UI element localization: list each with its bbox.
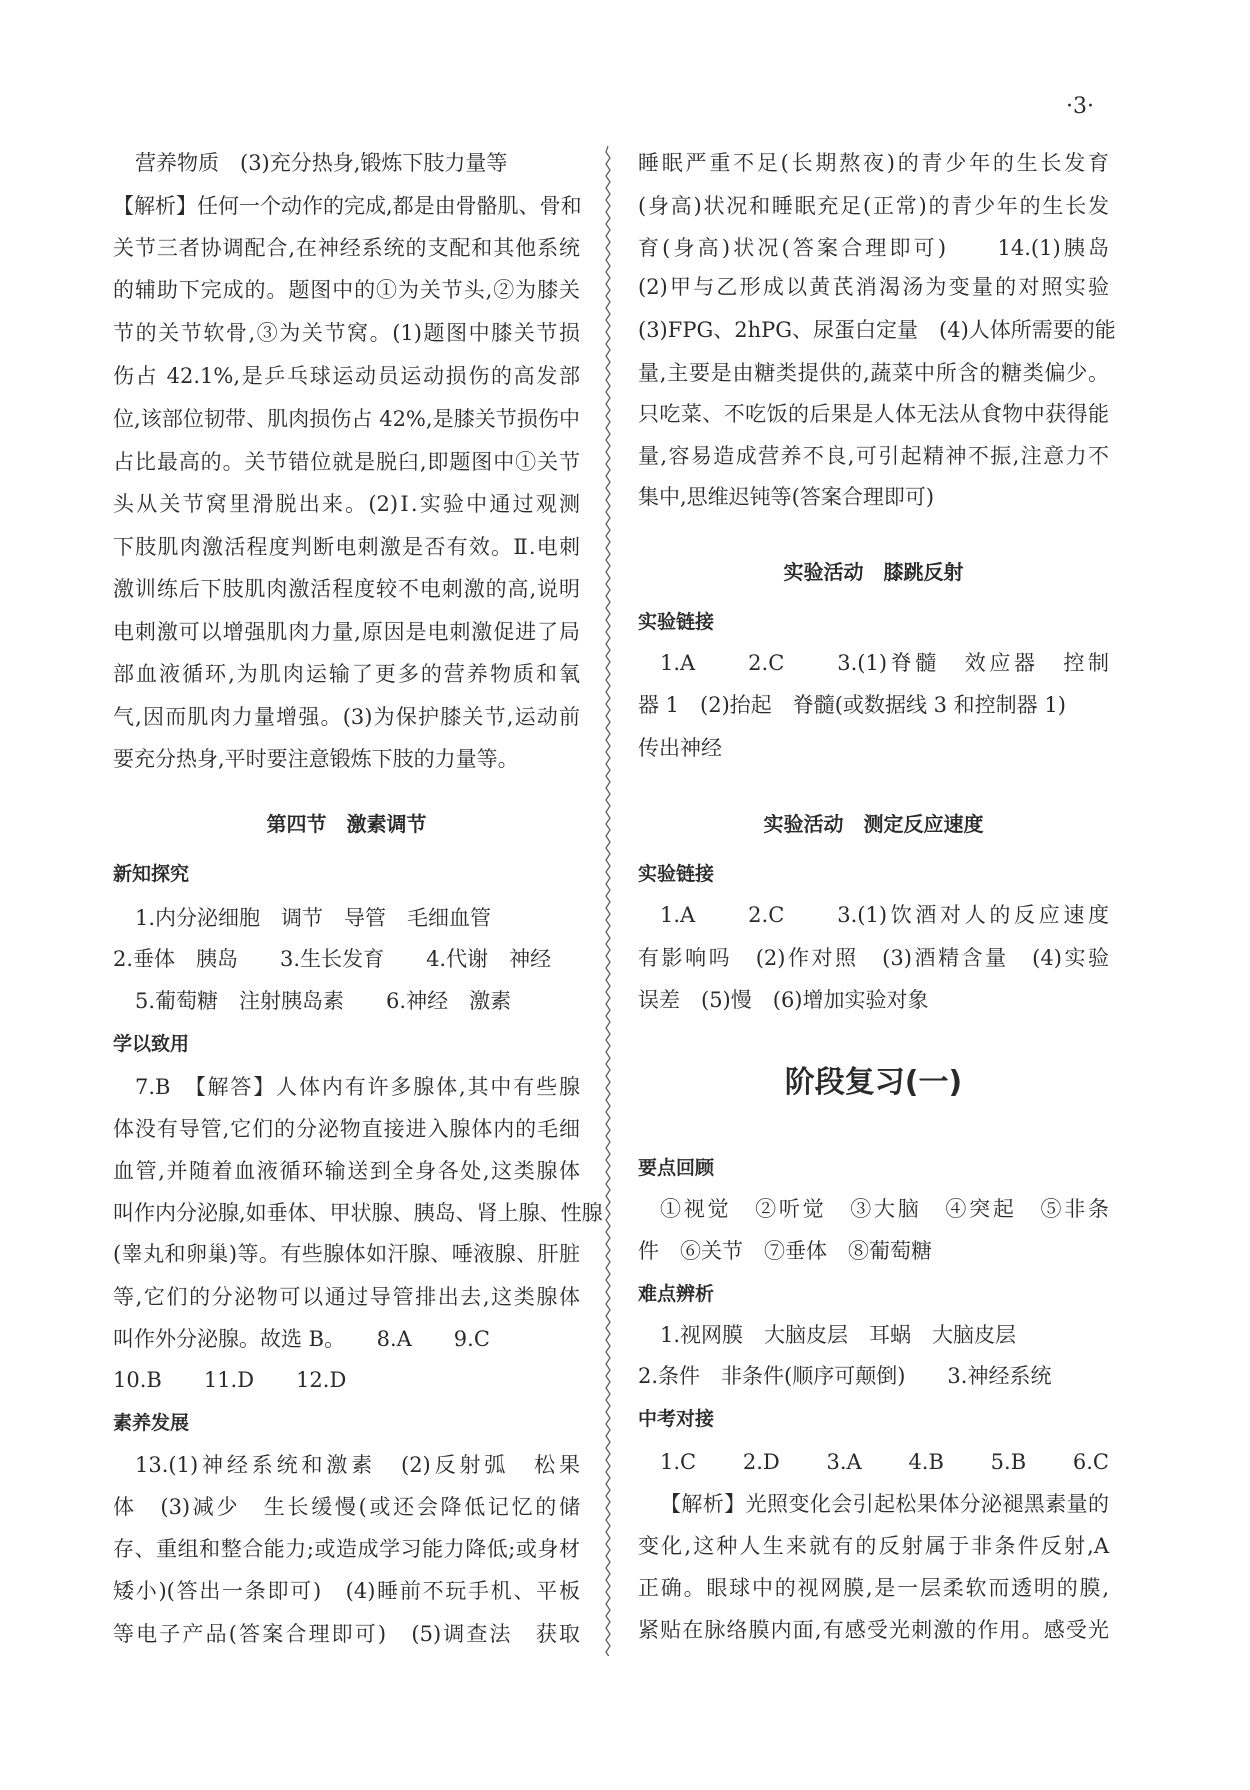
text-line: 等,它们的分泌物可以通过导管排出去,这类腺体 [113,1285,580,1309]
text-line: (2)甲与乙形成以黄芪消渴汤为变量的对照实验 [638,275,1109,299]
text-line: 叫作外分泌腺。故选 B。 8.A 9.C [113,1327,490,1351]
text-line: 7.B 【解答】人体内有许多腺体,其中有些腺 [135,1075,580,1099]
text-line: 位,该部位韧带、肌肉损伤占 42%,是膝关节损伤中 [113,407,580,431]
text-line: 营养物质 (3)充分热身,锻炼下肢力量等 [135,151,508,175]
section-heading: 实验活动 测定反应速度 [763,812,984,836]
text-line: (身高)状况和睡眠充足(正常)的青少年的生长发 [638,194,1109,218]
text-line: 1.内分泌细胞 调节 导管 毛细血管 [135,906,492,930]
chapter-heading: 阶段复习(一) [784,1065,963,1100]
subsection-heading: 实验链接 [638,611,715,633]
text-line: (睾丸和卵巢)等。有些腺体如汗腺、唾液腺、肝脏 [113,1242,580,1266]
text-line: 叫作内分泌腺,如垂体、甲状腺、胰岛、肾上腺、性腺 [113,1201,603,1225]
text-line: 量,容易造成营养不良,可引起精神不振,注意力不 [638,444,1109,468]
text-line: 激训练后下肢肌肉激活程度较不电刺激的高,说明 [113,577,580,601]
subsection-heading: 要点回顾 [638,1157,715,1179]
text-line: 变化,这种人生来就有的反射属于非条件反射,A [638,1534,1109,1558]
page-number: ·3· [1066,94,1094,119]
column-divider [600,146,616,1656]
text-line: 13.(1)神经系统和激素 (2)反射弧 松果 [135,1453,580,1477]
subsection-heading: 素养发展 [113,1412,190,1434]
text-line: 紧贴在脉络膜内面,有感受光刺激的作用。感受光 [638,1618,1109,1642]
text-line: 2.垂体 胰岛 3.生长发育 4.代谢 神经 [113,947,552,971]
text-line: 【解析】光照变化会引起松果体分泌褪黑素量的 [660,1492,1109,1516]
text-line: 部血液循环,为肌肉运输了更多的营养物质和氧 [113,662,580,686]
text-line: 存、重组和整合能力;或造成学习能力降低;或身材 [113,1537,580,1561]
text-line: 1.A 2.C 3.(1)饮酒对人的反应速度 [660,903,1109,927]
text-line: 要充分热身,平时要注意锻炼下肢的力量等。 [113,747,519,771]
subsection-heading: 实验链接 [638,863,715,885]
text-line: 1.A 2.C 3.(1)脊髓 效应器 控制 [660,651,1109,675]
text-line: 误差 (5)慢 (6)增加实验对象 [638,988,929,1012]
subsection-heading: 新知探究 [113,863,190,885]
section-heading: 实验活动 膝跳反射 [783,560,964,584]
text-line: 睡眠严重不足(长期熬夜)的青少年的生长发育 [638,151,1109,175]
text-line: 器 1 (2)抬起 脊髓(或数据线 3 和控制器 1) [638,693,1066,717]
text-line: 只吃菜、不吃饭的后果是人体无法从食物中获得能 [638,402,1109,426]
text-line: 2.条件 非条件(顺序可颠倒) 3.神经系统 [638,1364,1052,1388]
text-line: 量,主要是由糖类提供的,蔬菜中所含的糖类偏少。 [638,361,1109,385]
subsection-heading: 中考对接 [638,1408,715,1430]
text-line: 占比最高的。关节错位就是脱臼,即题图中①关节 [113,450,580,474]
text-line: 1.视网膜 大脑皮层 耳蜗 大脑皮层 [660,1323,1017,1347]
text-line: 的辅助下完成的。题图中的①为关节头,②为膝关 [113,278,580,302]
section-heading: 第四节 激素调节 [266,812,427,836]
text-line: 节的关节软骨,③为关节窝。(1)题图中膝关节损 [113,321,580,345]
text-line: 5.葡萄糖 注射胰岛素 6.神经 激素 [135,989,512,1013]
text-line: 下肢肌肉激活程度判断电刺激是否有效。Ⅱ.电刺 [113,535,580,559]
text-line: 传出神经 [638,736,722,760]
text-line: 矮小)(答出一条即可) (4)睡前不玩手机、平板 [113,1579,580,1603]
text-line: 1.C 2.D 3.A 4.B 5.B 6.C [660,1450,1109,1474]
text-line: ①视觉 ②听觉 ③大脑 ④突起 ⑤非条 [660,1197,1109,1221]
text-line: 育(身高)状况(答案合理即可) 14.(1)胰岛 [638,236,1109,260]
text-line: 正确。眼球中的视网膜,是一层柔软而透明的膜, [638,1576,1109,1600]
text-line: 集中,思维迟钝等(答案合理即可) [638,485,935,509]
text-line: 气,因而肌肉力量增强。(3)为保护膝关节,运动前 [113,705,580,729]
subsection-heading: 学以致用 [113,1033,190,1055]
text-line: 件 ⑥关节 ⑦垂体 ⑧葡萄糖 [638,1239,932,1263]
subsection-heading: 难点辨析 [638,1283,715,1305]
text-line: 伤占 42.1%,是乒乓球运动员运动损伤的高发部 [113,364,580,388]
text-line: (3)FPG、2hPG、尿蛋白定量 (4)人体所需要的能 [638,318,1116,342]
text-line: 有影响吗 (2)作对照 (3)酒精含量 (4)实验 [638,946,1109,970]
text-line: 10.B 11.D 12.D [113,1368,347,1392]
text-line: 等电子产品(答案合理即可) (5)调查法 获取 [113,1622,580,1646]
text-line: 【解析】任何一个动作的完成,都是由骨骼肌、骨和 [113,194,582,218]
text-line: 电刺激可以增强肌肉力量,原因是电刺激促进了局 [113,620,580,644]
text-line: 体 (3)减少 生长缓慢(或还会降低记忆的储 [113,1495,580,1519]
text-line: 体没有导管,它们的分泌物直接进入腺体内的毛细 [113,1117,580,1141]
text-line: 血管,并随着血液循环输送到全身各处,这类腺体 [113,1159,580,1183]
text-line: 关节三者协调配合,在神经系统的支配和其他系统 [113,236,580,260]
text-line: 头从关节窝里滑脱出来。(2)Ⅰ.实验中通过观测 [113,492,580,516]
